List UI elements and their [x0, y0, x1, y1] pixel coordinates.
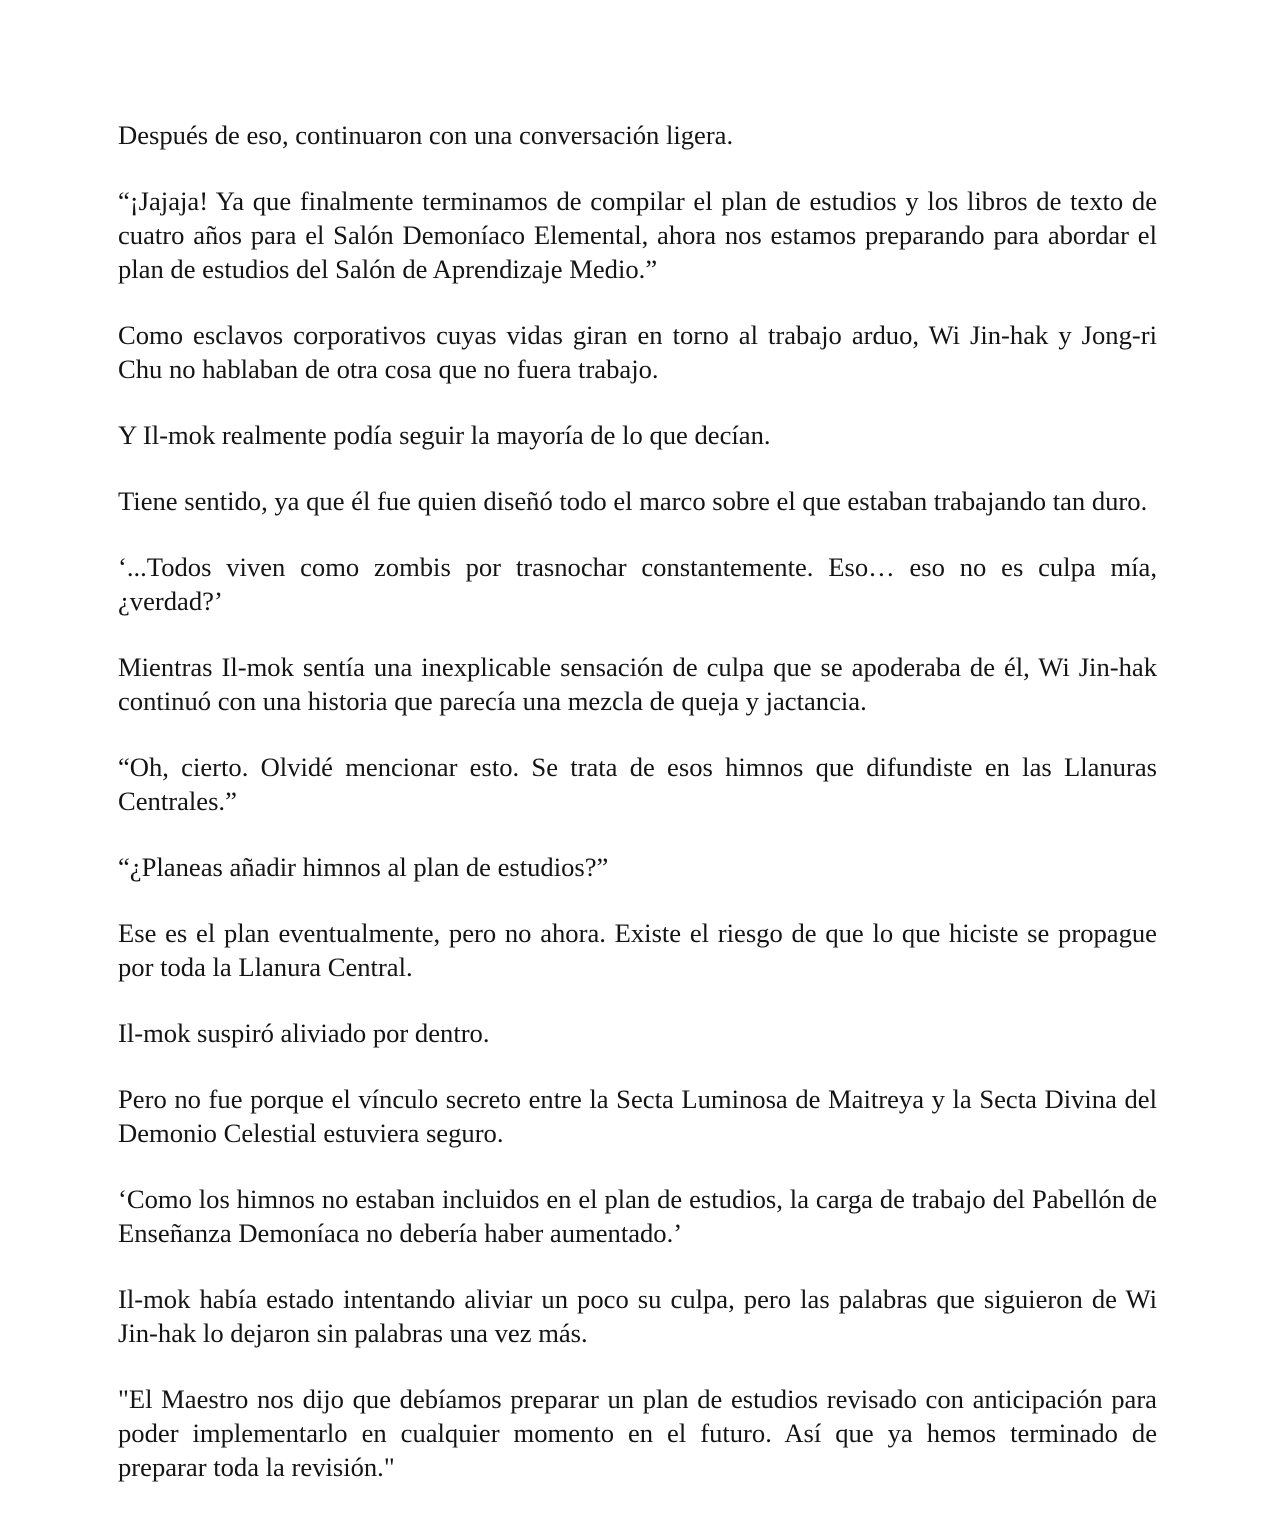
paragraph: Il-mok había estado intentando aliviar un poco su culpa, pero las palabras que siguieron de Wi Jin-hak lo dejaron sin palabras una vez más.: [118, 1284, 1157, 1348]
paragraph: Después de eso, continuaron con una conversación ligera.: [118, 120, 734, 150]
paragraph: Il-mok suspiró aliviado por dentro.: [118, 1018, 490, 1048]
paragraph: "El Maestro nos dijo que debíamos preparar un plan de estudios revisado con anticipación para poder implementarlo en cualquier momento en el futuro. Así que ya hemos terminado de preparar toda la revisión.": [118, 1384, 1157, 1482]
paragraph: ‘...Todos viven como zombis por trasnochar constantemente. Eso… eso no es culpa mía, ¿verdad?’: [118, 552, 1157, 616]
document-body: [118, 118, 1157, 1515]
paragraph: “¿Planeas añadir himnos al plan de estudios?”: [118, 852, 609, 882]
paragraph: ‘Como los himnos no estaban incluidos en el plan de estudios, la carga de trabajo del Pabellón de Enseñanza Demoníaca no debería haber aumentado.’: [118, 1184, 1157, 1248]
paragraph: Y Il-mok realmente podía seguir la mayoría de lo que decían.: [118, 420, 771, 450]
paragraph: “Oh, cierto. Olvidé mencionar esto. Se trata de esos himnos que difundiste en las Llanuras Centrales.”: [118, 752, 1157, 816]
paragraph: Mientras Il-mok sentía una inexplicable sensación de culpa que se apoderaba de él, Wi Jin-hak continuó con una historia que parecía una mezcla de queja y jactancia.: [118, 652, 1157, 716]
paragraph: Tiene sentido, ya que él fue quien diseñó todo el marco sobre el que estaban trabajando tan duro.: [118, 486, 1148, 516]
paragraph: “¡Jajaja! Ya que finalmente terminamos de compilar el plan de estudios y los libros de texto de cuatro años para el Salón Demoníaco Elemental, ahora nos estamos preparando para abordar el plan de estudios del Salón de Aprendizaje Medio.”: [118, 186, 1157, 284]
paragraph: Como esclavos corporativos cuyas vidas giran en torno al trabajo arduo, Wi Jin-hak y Jong-ri Chu no hablaban de otra cosa que no fuera trabajo.: [118, 320, 1157, 384]
paragraph: Pero no fue porque el vínculo secreto entre la Secta Luminosa de Maitreya y la Secta Divina del Demonio Celestial estuviera seguro.: [118, 1084, 1157, 1148]
paragraph: Ese es el plan eventualmente, pero no ahora. Existe el riesgo de que lo que hiciste se propague por toda la Llanura Central.: [118, 918, 1157, 982]
